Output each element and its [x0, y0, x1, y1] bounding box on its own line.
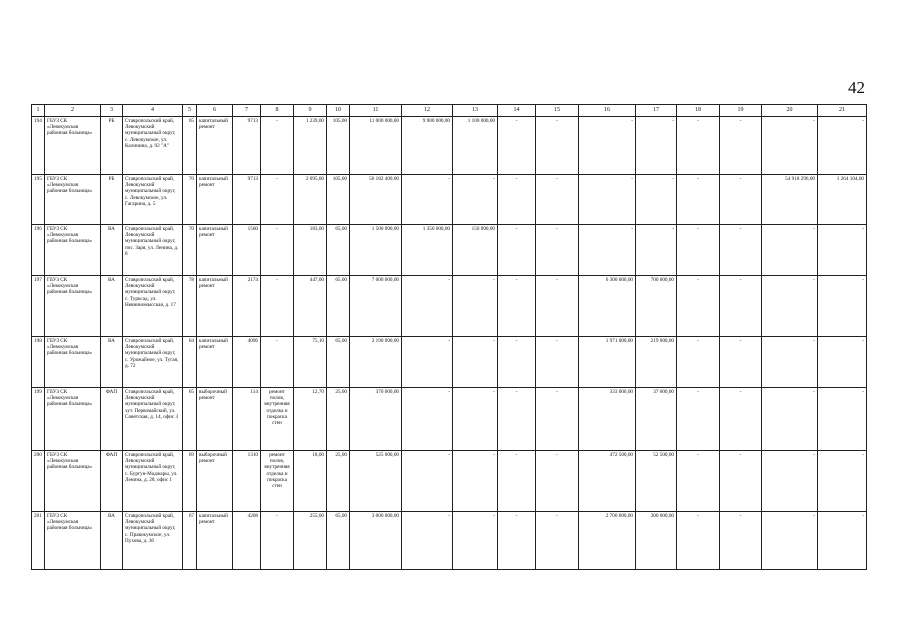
table-cell: 6 300 000,00: [579, 276, 636, 337]
column-header: 6: [197, 105, 233, 117]
table-cell: ВА: [101, 276, 123, 337]
column-header: 19: [720, 105, 762, 117]
column-header: 16: [579, 105, 636, 117]
table-cell: -: [536, 276, 579, 337]
table-cell: -: [720, 117, 762, 175]
table-row: [32, 225, 867, 276]
table-cell: ГБУЗ СК «Левокумская районная больница»: [45, 451, 101, 512]
table-cell: -: [579, 175, 636, 225]
column-header: 8: [261, 105, 294, 117]
table-cell: ГБУЗ СК «Левокумская районная больница»: [45, 276, 101, 337]
table-cell: 78: [183, 276, 197, 337]
table-row: [32, 175, 867, 225]
table-cell: -: [677, 337, 720, 388]
table-cell: -: [536, 512, 579, 570]
table-cell: РБ: [101, 175, 123, 225]
table-cell: 70: [183, 225, 197, 276]
table-cell: -: [536, 225, 579, 276]
table-cell: -: [402, 512, 453, 570]
table-cell: -: [261, 117, 294, 175]
column-header: 18: [677, 105, 720, 117]
table-cell: 198: [32, 337, 45, 388]
table-cell: -: [498, 225, 536, 276]
table-cell: 447,00: [294, 276, 327, 337]
table-cell: -: [677, 276, 720, 337]
column-header: 11: [350, 105, 402, 117]
table-cell: -: [677, 175, 720, 225]
table-cell: 4096: [233, 337, 261, 388]
table-cell: -: [818, 276, 867, 337]
table-cell: выборочный ремонт: [197, 451, 233, 512]
table-cell: 1 100 000,00: [453, 117, 498, 175]
table-cell: 1 500 000,00: [350, 225, 402, 276]
table-cell: 9713: [233, 175, 261, 225]
table-cell: -: [498, 175, 536, 225]
table-cell: 18,00: [294, 451, 327, 512]
table-cell: -: [818, 451, 867, 512]
table-cell: 1560: [233, 225, 261, 276]
table-cell: 2 095,00: [294, 175, 327, 225]
table-cell: -: [762, 117, 818, 175]
table-cell: -: [453, 512, 498, 570]
table-cell: 197: [32, 276, 45, 337]
table-row: [32, 117, 867, 175]
table-cell: -: [720, 451, 762, 512]
table-cell: 70: [183, 175, 197, 225]
column-header: 10: [327, 105, 350, 117]
table-cell: -: [453, 451, 498, 512]
table-cell: 9713: [233, 117, 261, 175]
table-cell: капитальный ремонт: [197, 276, 233, 337]
table-cell: 333 000,00: [579, 388, 636, 451]
table-cell: 65,00: [327, 337, 350, 388]
table-cell: 219 000,00: [636, 337, 677, 388]
table-cell: -: [720, 388, 762, 451]
table-cell: капитальный ремонт: [197, 117, 233, 175]
table-cell: -: [498, 451, 536, 512]
table-cell: -: [677, 512, 720, 570]
table-cell: -: [818, 388, 867, 451]
table-cell: 37 000,00: [636, 388, 677, 451]
table-cell: ФАП: [101, 388, 123, 451]
column-header: 1: [32, 105, 45, 117]
table-cell: 1 239,00: [294, 117, 327, 175]
table-cell: -: [498, 337, 536, 388]
table-cell: 472 500,00: [579, 451, 636, 512]
table-cell: 255,00: [294, 512, 327, 570]
table-cell: -: [720, 276, 762, 337]
repair-program-table: [31, 104, 867, 570]
table-cell: -: [453, 337, 498, 388]
table-cell: ГБУЗ СК «Левокумская районная больница»: [45, 337, 101, 388]
table-cell: 300 000,00: [636, 512, 677, 570]
column-header: 5: [183, 105, 197, 117]
table-cell: -: [402, 451, 453, 512]
table-cell: -: [402, 175, 453, 225]
table-cell: 114: [233, 388, 261, 451]
table-cell: ГБУЗ СК «Левокумская районная больница»: [45, 225, 101, 276]
table-cell: 65: [183, 388, 197, 451]
table-cell: 105,00: [327, 117, 350, 175]
table-cell: -: [762, 225, 818, 276]
table-cell: -: [453, 175, 498, 225]
table-row: [32, 512, 867, 570]
table-cell: -: [762, 512, 818, 570]
table-cell: капитальный ремонт: [197, 337, 233, 388]
table-cell: 25,00: [327, 451, 350, 512]
table-cell: -: [261, 225, 294, 276]
table-cell: -: [677, 451, 720, 512]
table-cell: -: [636, 225, 677, 276]
table-cell: 75,10: [294, 337, 327, 388]
table-cell: 4208: [233, 512, 261, 570]
table-cell: 65: [183, 117, 197, 175]
table-cell: -: [536, 451, 579, 512]
table-cell: 65,00: [327, 512, 350, 570]
table-cell: -: [677, 388, 720, 451]
table-cell: -: [261, 175, 294, 225]
table-cell: -: [818, 337, 867, 388]
table-cell: Ставропольский край, Левокумский муниципальный округ, с. Правокумское, ул. Пухова, д. 36: [123, 512, 183, 570]
table-cell: 56 182 400,00: [350, 175, 402, 225]
table-cell: 65,00: [327, 225, 350, 276]
column-header: 13: [453, 105, 498, 117]
table-cell: 183,00: [294, 225, 327, 276]
table-cell: 1 350 000,00: [402, 225, 453, 276]
table-cell: -: [579, 225, 636, 276]
table-cell: -: [677, 117, 720, 175]
column-header: 12: [402, 105, 453, 117]
table-cell: капитальный ремонт: [197, 175, 233, 225]
table-cell: Ставропольский край, Левокумский муниципальный округ, с. Урожайное, ул. Тугая, д. 72: [123, 337, 183, 388]
table-cell: 25,00: [327, 388, 350, 451]
table-cell: Ставропольский край, Левокумский муниципальный округ, с. Бургун-Маджары, ул. Ленина, д. 28, офис 1: [123, 451, 183, 512]
table-cell: -: [818, 117, 867, 175]
table-cell: ремонт полов, внутренняя отделка и покраска стен: [261, 388, 294, 451]
table-cell: -: [536, 337, 579, 388]
table-cell: -: [720, 337, 762, 388]
table-cell: 199: [32, 388, 45, 451]
table-cell: ГБУЗ СК «Левокумская районная больница»: [45, 388, 101, 451]
table-cell: ВА: [101, 337, 123, 388]
table-cell: -: [720, 225, 762, 276]
table-cell: 370 000,00: [350, 388, 402, 451]
table-cell: 54 918 296,00: [762, 175, 818, 225]
table-cell: 200: [32, 451, 45, 512]
header-row: [32, 105, 867, 117]
table-cell: РБ: [101, 117, 123, 175]
table-cell: -: [498, 117, 536, 175]
table-cell: 201: [32, 512, 45, 570]
table-cell: -: [762, 276, 818, 337]
column-header: 20: [762, 105, 818, 117]
table-cell: 2 190 000,00: [350, 337, 402, 388]
table-cell: ГБУЗ СК «Левокумская районная больница»: [45, 175, 101, 225]
table-cell: -: [536, 388, 579, 451]
table-cell: 11 000 000,00: [350, 117, 402, 175]
table-cell: -: [677, 225, 720, 276]
table-cell: Ставропольский край, Левокумский муниципальный округ, с. Левокумское, ул. Гагарина, д. 5: [123, 175, 183, 225]
table-cell: 194: [32, 117, 45, 175]
table-row: [32, 451, 867, 512]
column-header: 14: [498, 105, 536, 117]
table-cell: -: [261, 512, 294, 570]
table-cell: 67: [183, 512, 197, 570]
table-cell: 195: [32, 175, 45, 225]
column-header: 7: [233, 105, 261, 117]
table-cell: ВА: [101, 512, 123, 570]
column-header: 17: [636, 105, 677, 117]
table-cell: ГБУЗ СК «Левокумская районная больница»: [45, 117, 101, 175]
table-row: [32, 388, 867, 451]
table-cell: -: [536, 175, 579, 225]
table-cell: 9 900 000,00: [402, 117, 453, 175]
table-cell: ВА: [101, 225, 123, 276]
table-row: [32, 276, 867, 337]
table-cell: 1310: [233, 451, 261, 512]
table-cell: -: [402, 388, 453, 451]
table-cell: -: [636, 175, 677, 225]
column-header: 4: [123, 105, 183, 117]
table-cell: 64: [183, 337, 197, 388]
table-cell: 700 000,00: [636, 276, 677, 337]
table-cell: -: [579, 117, 636, 175]
table-cell: -: [818, 512, 867, 570]
table-cell: ГБУЗ СК «Левокумская районная больница»: [45, 512, 101, 570]
table-cell: -: [402, 276, 453, 337]
table-cell: Ставропольский край, Левокумский муниципальный округ, с. Турксад, ул. Невинномысская, д. 17: [123, 276, 183, 337]
table-cell: -: [453, 276, 498, 337]
table-cell: 2174: [233, 276, 261, 337]
table-cell: 150 000,00: [453, 225, 498, 276]
table-cell: 1 971 000,00: [579, 337, 636, 388]
table-cell: -: [453, 388, 498, 451]
table-cell: 3 000 000,00: [350, 512, 402, 570]
column-header: 21: [818, 105, 867, 117]
table-cell: выборочный ремонт: [197, 388, 233, 451]
table-cell: Ставропольский край, Левокумский муниципальный округ, пос. Заря, ул. Ленина, д. 8: [123, 225, 183, 276]
table-cell: 525 000,00: [350, 451, 402, 512]
table-cell: 1 264 104,00: [818, 175, 867, 225]
table-cell: -: [818, 225, 867, 276]
table-cell: 7 000 000,00: [350, 276, 402, 337]
table-cell: Ставропольский край, Левокумский муниципальный округ, с. Левокумское, ул. Калинина, д. 92 "А": [123, 117, 183, 175]
table-cell: -: [402, 337, 453, 388]
table-cell: -: [498, 512, 536, 570]
table-cell: 69: [183, 451, 197, 512]
table-cell: -: [498, 388, 536, 451]
table-cell: 105,00: [327, 175, 350, 225]
table-cell: -: [498, 276, 536, 337]
column-header: 15: [536, 105, 579, 117]
table-cell: ремонт полов, внутренняя отделка и покраска стен: [261, 451, 294, 512]
table-cell: 12,70: [294, 388, 327, 451]
column-header: 3: [101, 105, 123, 117]
page-number: 42: [848, 78, 865, 97]
table-cell: -: [762, 337, 818, 388]
column-header: 9: [294, 105, 327, 117]
column-header: 2: [45, 105, 101, 117]
table-cell: -: [762, 388, 818, 451]
table-cell: -: [720, 512, 762, 570]
table-cell: -: [261, 337, 294, 388]
table-cell: капитальный ремонт: [197, 225, 233, 276]
table-cell: -: [720, 175, 762, 225]
table-cell: -: [536, 117, 579, 175]
table-cell: капитальный ремонт: [197, 512, 233, 570]
table-cell: -: [762, 451, 818, 512]
table-cell: 52 500,00: [636, 451, 677, 512]
table-cell: Ставропольский край, Левокумский муниципальный округ, хут. Первомайский, ул. Советская, д. 14, офис 3: [123, 388, 183, 451]
table-row: [32, 337, 867, 388]
table-cell: ФАП: [101, 451, 123, 512]
table-cell: 65,00: [327, 276, 350, 337]
table-cell: -: [261, 276, 294, 337]
table-cell: -: [636, 117, 677, 175]
table-cell: 2 700 000,00: [579, 512, 636, 570]
table-cell: 196: [32, 225, 45, 276]
